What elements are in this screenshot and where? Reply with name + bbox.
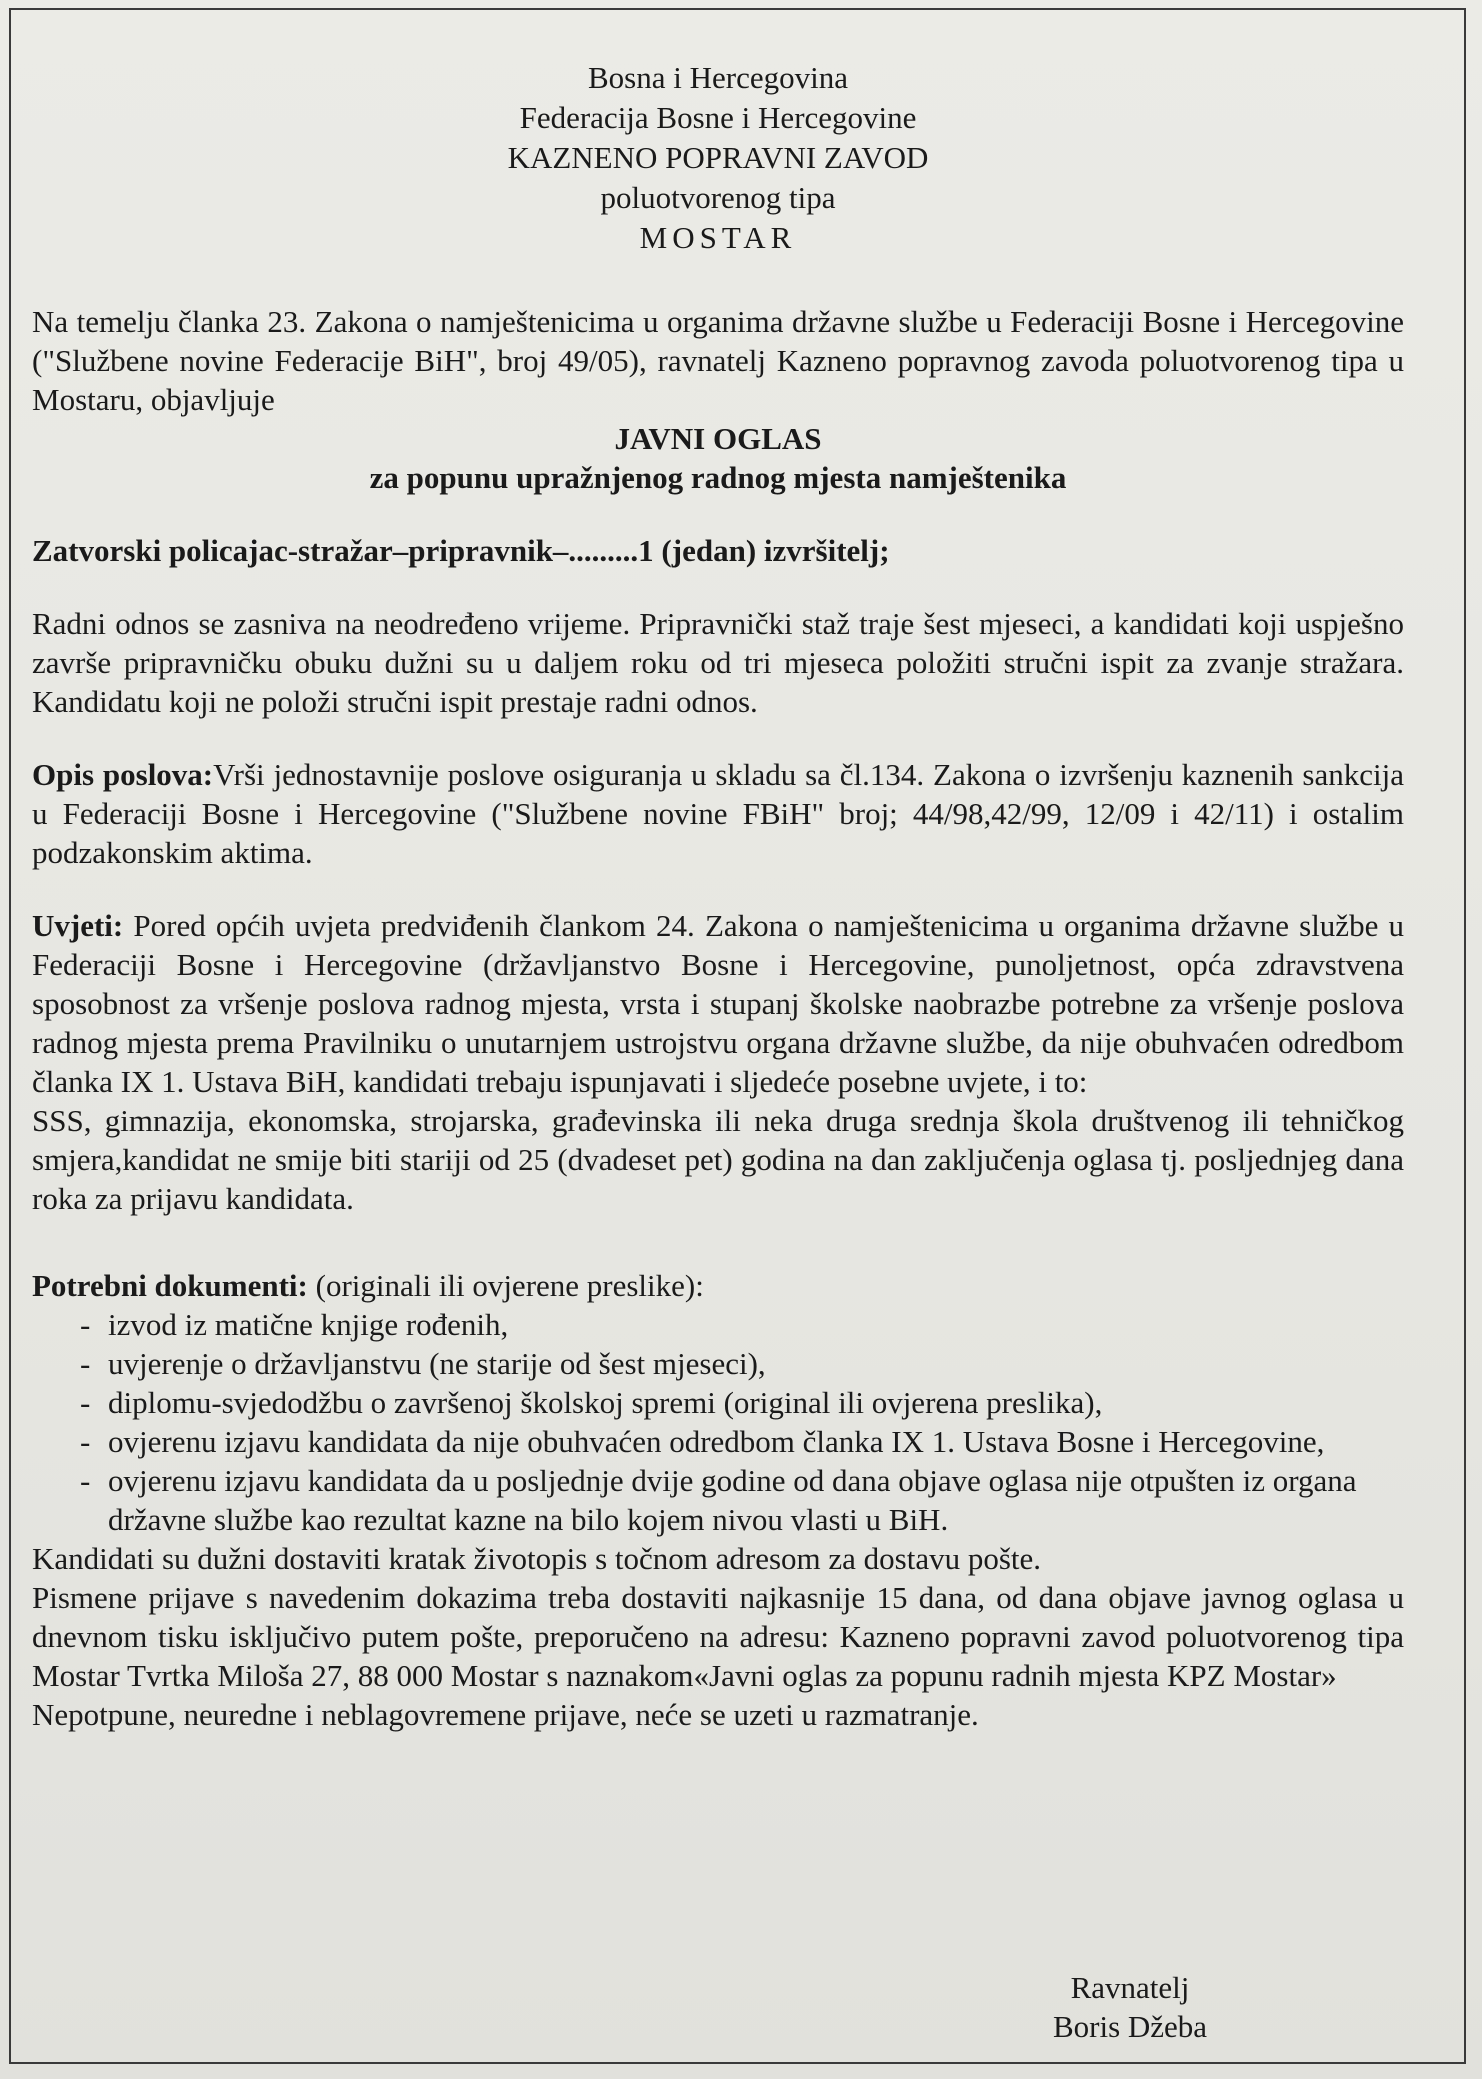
- documents-heading: [32, 1266, 1404, 1305]
- job-description-label: Opis poslova:: [32, 757, 214, 792]
- document-body: [32, 58, 1404, 1734]
- intro-paragraph: Na temelju članka 23. Zakona o namještenicima u organima državne službe u Federaciji Bosne i Hercegovine ("Službene novine Federacije BiH", broj 49/05), ravnatelj Kazneno popravnog zavoda poluotvorenog tipa u Mostaru, objavljuje: [32, 304, 1404, 417]
- job-description-text: Vrši jednostavnije poslove osiguranja u skladu sa čl.134. Zakona o izvršenju kaznenih sankcija u Federaciji Bosne i Hercegovine ("Službene novine FBiH" broj; 44/98,42/99, 12/09 i 42/11) i ostalim podzakonskim aktima.: [32, 757, 1404, 870]
- announcement-subtitle: za popunu upražnjenog radnog mjesta namještenika: [369, 460, 1067, 495]
- signature-role: Ravnatelj: [1070, 1970, 1190, 2005]
- list-item: - ovjerenu izjavu kandidata da nije obuhvaćen odredbom članka IX 1. Ustava Bosne i Hercegovine,: [80, 1422, 1404, 1461]
- documents-list: [32, 1305, 1404, 1539]
- header-institution-type: poluotvorenog tipa: [600, 180, 836, 215]
- conditions-label: Uvjeti:: [32, 908, 124, 943]
- signature-name: Boris Džeba: [1052, 2009, 1208, 2044]
- submission-paragraph: Pismene prijave s navedenim dokazima treba dostaviti najkasnije 15 dana, od dana objave javnog oglasa u dnevnom tisku isključivo putem pošte, preporučeno na adresu: Kazneno popravni zavod poluotvorenog tipa Mostar Tvrtka Miloša 27, 88 000 Mostar s naznakom«Javni oglas za popunu radnih mjesta KPZ Mostar»: [32, 1580, 1404, 1693]
- list-item: - ovjerenu izjavu kandidata da u posljednje dvije godine od dana objave oglasa nije otpušten iz organa državne službe kao rezultat kazne na bilo kojem nivou vlasti u BiH.: [80, 1461, 1404, 1539]
- announcement-title: JAVNI OGLAS: [614, 421, 822, 456]
- institution-header: [32, 58, 1404, 258]
- documents-note: (originali ili ovjerene preslike):: [307, 1268, 704, 1303]
- list-item: - diplomu-svjedodžbu o završenoj školskoj spremi (original ili ovjerena preslika),: [80, 1383, 1404, 1422]
- list-item: - uvjerenje o državljanstvu (ne starije od šest mjeseci),: [80, 1344, 1404, 1383]
- header-institution: KAZNENO POPRAVNI ZAVOD: [507, 140, 929, 175]
- documents-label: Potrebni dokumenti:: [32, 1268, 308, 1303]
- header-federation: Federacija Bosne i Hercegovine: [519, 100, 917, 135]
- cv-note: Kandidati su dužni dostaviti kratak životopis s točnom adresom za dostavu pošte.: [32, 1541, 1042, 1576]
- signature-block: [1030, 1968, 1230, 2046]
- incomplete-note: Nepotpune, neuredne i neblagovremene prijave, neće se uzeti u razmatranje.: [32, 1697, 979, 1732]
- position-line: Zatvorski policajac-stražar–pripravnik–.........1 (jedan) izvršitelj;: [32, 533, 890, 568]
- conditions-paragraph: [32, 906, 1404, 1101]
- special-conditions-paragraph: SSS, gimnazija, ekonomska, strojarska, građevinska ili neka druga srednja škola društvenog ili tehničkog smjera,kandidat ne smije biti stariji od 25 (dvadeset pet) godina na dan zaključenja oglasa tj. posljednjeg dana roka za prijavu kandidata.: [32, 1103, 1404, 1216]
- job-description-paragraph: [32, 755, 1404, 872]
- conditions-text: Pored općih uvjeta predviđenih člankom 24. Zakona o namještenicima u organima državne službe u Federaciji Bosne i Hercegovine (državljanstvo Bosne i Hercegovine, punoljetnost, opća zdravstvena sposobnost za vršenje poslova radnog mjesta, vrsta i stupanj školske naobrazbe potrebne za vršenje poslova radnog mjesta prema Pravilniku o unutarnjem ustrojstvu organa državne službe, da nije obuhvaćen odredbom članka IX 1. Ustava BiH, kandidati trebaju ispunjavati i sljedeće posebne uvjete, i to:: [32, 908, 1404, 1099]
- employment-paragraph: Radni odnos se zasniva na neodređeno vrijeme. Pripravnički staž traje šest mjeseci, a kandidati koji uspješno završe pripravničku obuku dužni su u daljem roku od tri mjeseca položiti stručni ispit za zvanje stražara. Kandidatu koji ne položi stručni ispit prestaje radni odnos.: [32, 606, 1404, 719]
- list-item: - izvod iz matične knjige rođenih,: [80, 1305, 1404, 1344]
- header-city: MOSTAR: [639, 220, 797, 255]
- header-country: Bosna i Hercegovina: [588, 60, 848, 95]
